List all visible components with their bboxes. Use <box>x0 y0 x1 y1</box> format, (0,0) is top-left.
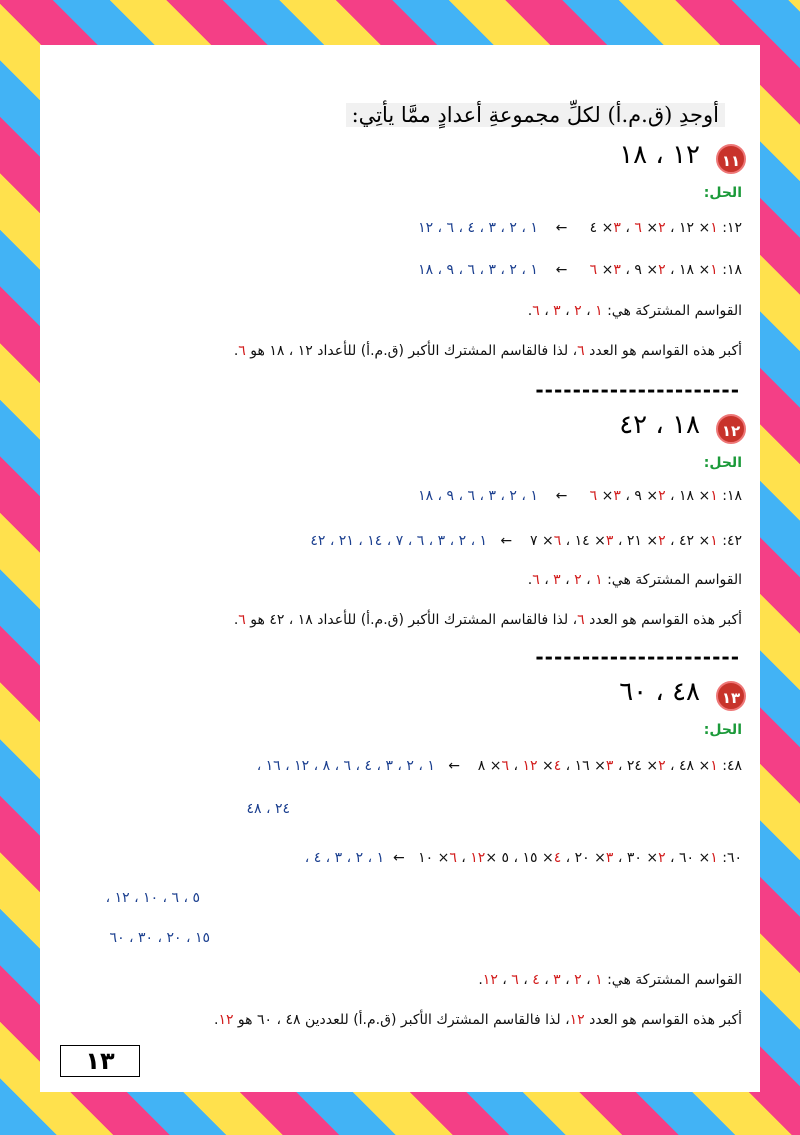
common-factors: القواسم المشتركة هي: ١ ، ٢ ، ٣ ، ٤ ، ٦ ، ١٢. <box>478 972 742 988</box>
factors-row: ١٨: ١× ١٨ ، ٢× ٩ ، ٣× ٦ ← ١ ، ٢ ، ٣ ، ٦ ، ٩ ، ١٨ <box>418 488 742 504</box>
problem-numbers: ١٨ ، ٤٢ <box>619 410 700 440</box>
page-number: ١٣ <box>60 1045 140 1077</box>
factors-row: ٦٠: ١× ٦٠ ، ٢× ٣٠ ، ٣× ٢٠ ، ٤× ١٥ ، ٥ ×١٢ ، ٦× ١٠ ← ١ ، ٢ ، ٣ ، ٤ ، <box>304 850 742 866</box>
conclusion: أكبر هذه القواسم هو العدد ٦، لذا فالقاسم المشترك الأكبر (ق.م.أ) للأعداد ١٨ ، ٤٢ هو ٦. <box>233 612 742 628</box>
factors-continued: ٥ ، ٦ ، ١٠ ، ١٢ ، <box>105 890 200 906</box>
factors-row: ٤٨: ١× ٤٨ ، ٢× ٢٤ ، ٣× ١٦ ، ٤× ١٢ ، ٦× ٨ ← ١ ، ٢ ، ٣ ، ٤ ، ٦ ، ٨ ، ١٢ ، ١٦ ، <box>256 758 742 774</box>
separator: ---------------------- <box>535 378 740 402</box>
problem-number-badge: ١٣ <box>716 681 746 711</box>
solution-label: الحل: <box>703 185 742 201</box>
problem-11 <box>546 140 746 180</box>
factors-row: ٤٢: ١× ٤٢ ، ٢× ٢١ ، ٣× ١٤ ، ٦× ٧ ← ١ ، ٢ ، ٣ ، ٦ ، ٧ ، ١٤ ، ٢١ ، ٤٢ <box>310 533 742 549</box>
problem-numbers: ١٢ ، ١٨ <box>619 140 700 170</box>
solution-label: الحل: <box>703 455 742 471</box>
factors-continued: ١٥ ، ٢٠ ، ٣٠ ، ٦٠ <box>109 930 210 946</box>
common-factors: القواسم المشتركة هي: ١ ، ٢ ، ٣ ، ٦. <box>527 303 742 319</box>
exercise-heading: أوجدِ (ق.م.أ) لكلِّ مجموعةِ أعدادٍ ممَّا يأتِي: <box>346 103 725 127</box>
conclusion: أكبر هذه القواسم هو العدد ١٢، لذا فالقاسم المشترك الأكبر (ق.م.أ) للعددين ٤٨ ، ٦٠ هو ١٢. <box>213 1012 742 1028</box>
solution-label: الحل: <box>703 722 742 738</box>
factors-row: ١٢: ١× ١٢ ، ٢× ٦ ، ٣× ٤ ← ١ ، ٢ ، ٣ ، ٤ ، ٦ ، ١٢ <box>418 220 742 236</box>
factors-continued: ٢٤ ، ٤٨ <box>246 801 290 817</box>
problem-12 <box>546 410 746 450</box>
factors-row: ١٨: ١× ١٨ ، ٢× ٩ ، ٣× ٦ ← ١ ، ٢ ، ٣ ، ٦ ، ٩ ، ١٨ <box>418 262 742 278</box>
problem-number-badge: ١٢ <box>716 414 746 444</box>
separator: ---------------------- <box>535 645 740 669</box>
page <box>40 45 760 1092</box>
common-factors: القواسم المشتركة هي: ١ ، ٢ ، ٣ ، ٦. <box>527 572 742 588</box>
conclusion: أكبر هذه القواسم هو العدد ٦، لذا فالقاسم المشترك الأكبر (ق.م.أ) للأعداد ١٢ ، ١٨ هو ٦. <box>233 343 742 359</box>
problem-numbers: ٤٨ ، ٦٠ <box>619 677 700 707</box>
problem-13 <box>546 677 746 717</box>
problem-number-badge: ١١ <box>716 144 746 174</box>
